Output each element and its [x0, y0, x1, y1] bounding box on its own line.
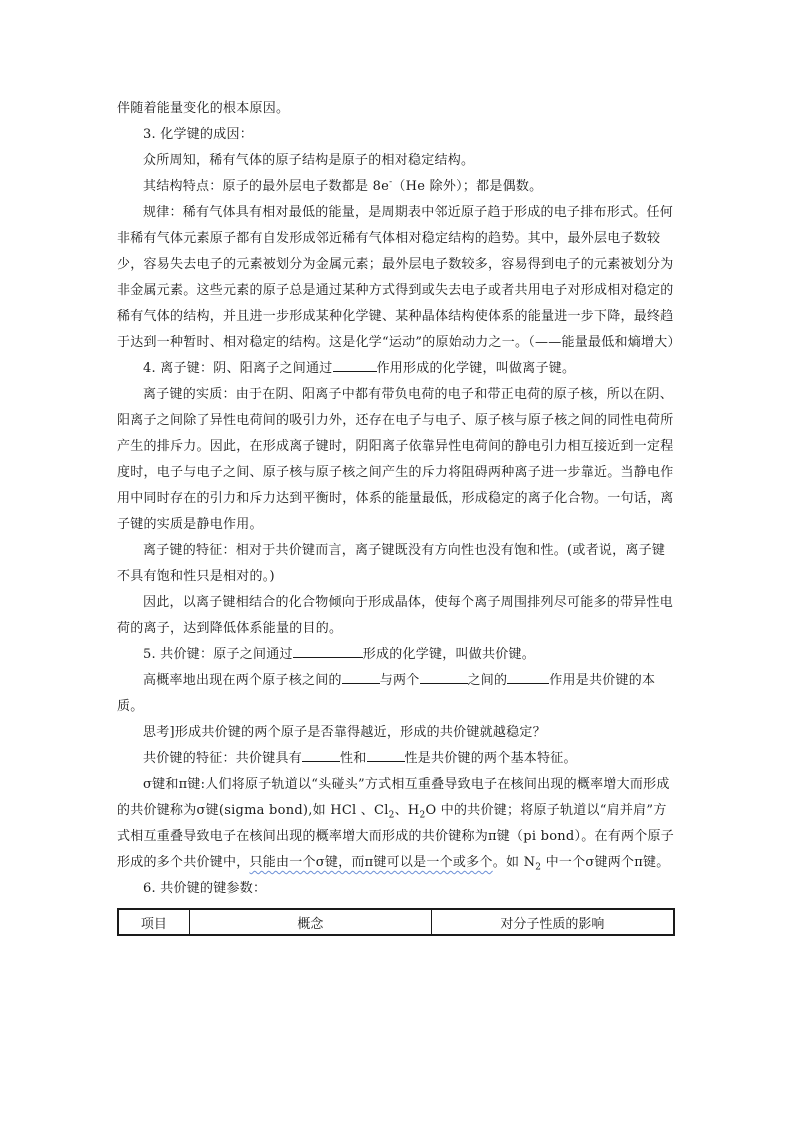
table-header-concept: 概念: [189, 909, 431, 935]
fill-in-blank[interactable]: [342, 669, 380, 684]
paragraph-ionic-feature: 离子键的特征：相对于共价键而言，离子键既没有方向性也没有饱和性。(或者说，离子键不具有饱和性只是相对的。): [117, 543, 666, 584]
bond-params-table: [117, 908, 675, 936]
paragraph-energy-cause: 伴随着能量变化的根本原因。: [117, 101, 290, 116]
fill-in-blank[interactable]: [302, 747, 340, 762]
fill-in-blank[interactable]: [333, 357, 377, 372]
fill-in-blank[interactable]: [507, 669, 549, 684]
fill-in-blank[interactable]: [293, 643, 363, 658]
heading-covalent-bond: 5. 共价键：原子之间通过 形成的化学键，叫做共价键。: [117, 642, 677, 668]
table-header-effect: 对分子性质的影响: [431, 909, 674, 935]
table-header-row: [118, 909, 674, 935]
heading-ionic-bond: 4. 离子键：阴、阳离子之间通过 作用形成的化学键，叫做离子键。: [117, 356, 677, 382]
wavy-underlined-text: 只能由一个σ键，而π键可以是一个或多个: [249, 855, 493, 870]
heading-bond-params: 6. 共价键的键参数：: [143, 881, 267, 896]
table-header-item: 项目: [118, 909, 189, 935]
paragraph-sigma-pi: σ键和π键:人们将原子轨道以“头碰头”方式相互重叠导致电子在核间出现的概率增大而形成的共价键称为σ键(sigma bond),如 HCl 、$Cl_2$、$H_2O$ 中的共价键；将原子轨道以“肩并肩”方式相互重叠导致电子在核间出现的概率增大而形成的共价键称为π键（pi bond）。在有两个原子形成的多个共价键中，只能由一个σ键，而π键可以是一个或多个。如 $N_2$ 中一个σ键两个π键。: [117, 777, 674, 873]
paragraph-rule: 规律：稀有气体具有相对最低的能量，是周期表中邻近原子趋于形成的电子排布形式。任何非稀有气体元素原子都有自发形成邻近稀有气体相对稳定结构的趋势。其中，最外层电子数较少，容易失去电子的元素被划分为金属元素；最外层电子数较多，容易得到电子的元素被划分为非金属元素。这些元素的原子总是通过某种方式得到或失去电子或者共用电子对形成相对稳定的稀有气体的结构，并且进一步形成某种化学键、某种晶体结构使体系的能量进一步下降，最终趋于达到一种暂时、相对稳定的结构。这是化学“运动”的原始动力之一。（——能量最低和熵增大）: [117, 205, 681, 350]
paragraph-noble-gas: 众所周知，稀有气体的原子结构是原子的相对稳定结构。: [143, 153, 475, 168]
fill-in-blank[interactable]: [420, 669, 468, 684]
paragraph-covalent-feature: 共价键的特征：共价键具有 性和 性是共价键的两个基本特征。: [117, 746, 677, 772]
paragraph-ionic-essence: 离子键的实质：由于在阴、阳离子中都有带负电荷的电子和带正电荷的原子核，所以在阴、阳离子之间除了异性电荷间的吸引力外，还存在电子与电子、原子核与原子核之间的同性电荷所产生的排斥力。因此，在形成离子键时，阴阳离子依靠异性电荷间的静电引力相互接近到一定程度时，电子与电子之间、原子核与原子核之间产生的斥力将阻碍两种离子进一步靠近。当静电作用中同时存在的引力和斥力达到平衡时，体系的能量最低，形成稳定的离子化合物。一句话，离子键的实质是静电作用。: [117, 387, 674, 532]
heading-bond-cause: 3. 化学键的成因：: [143, 127, 254, 142]
paragraph-think: 思考]形成共价键的两个原子是否靠得越近，形成的共价键就越稳定？: [143, 725, 546, 740]
superscript-minus: -: [389, 177, 393, 188]
fill-in-blank[interactable]: [367, 747, 405, 762]
paragraph-covalent-essence: 高概率地出现在两个原子核之间的 与两个 之间的 作用是共价键的本质。: [117, 668, 677, 720]
document-body: [117, 96, 681, 936]
paragraph-ionic-crystal: 因此，以离子键相结合的化合物倾向于形成晶体，使每个离子周围排列尽可能多的带异性电荷的离子，达到降低体系能量的目的。: [117, 595, 674, 636]
paragraph-structure-feature: 其结构特点：原子的最外层电子数都是 8e-（He 除外）；都是偶数。: [143, 177, 543, 194]
